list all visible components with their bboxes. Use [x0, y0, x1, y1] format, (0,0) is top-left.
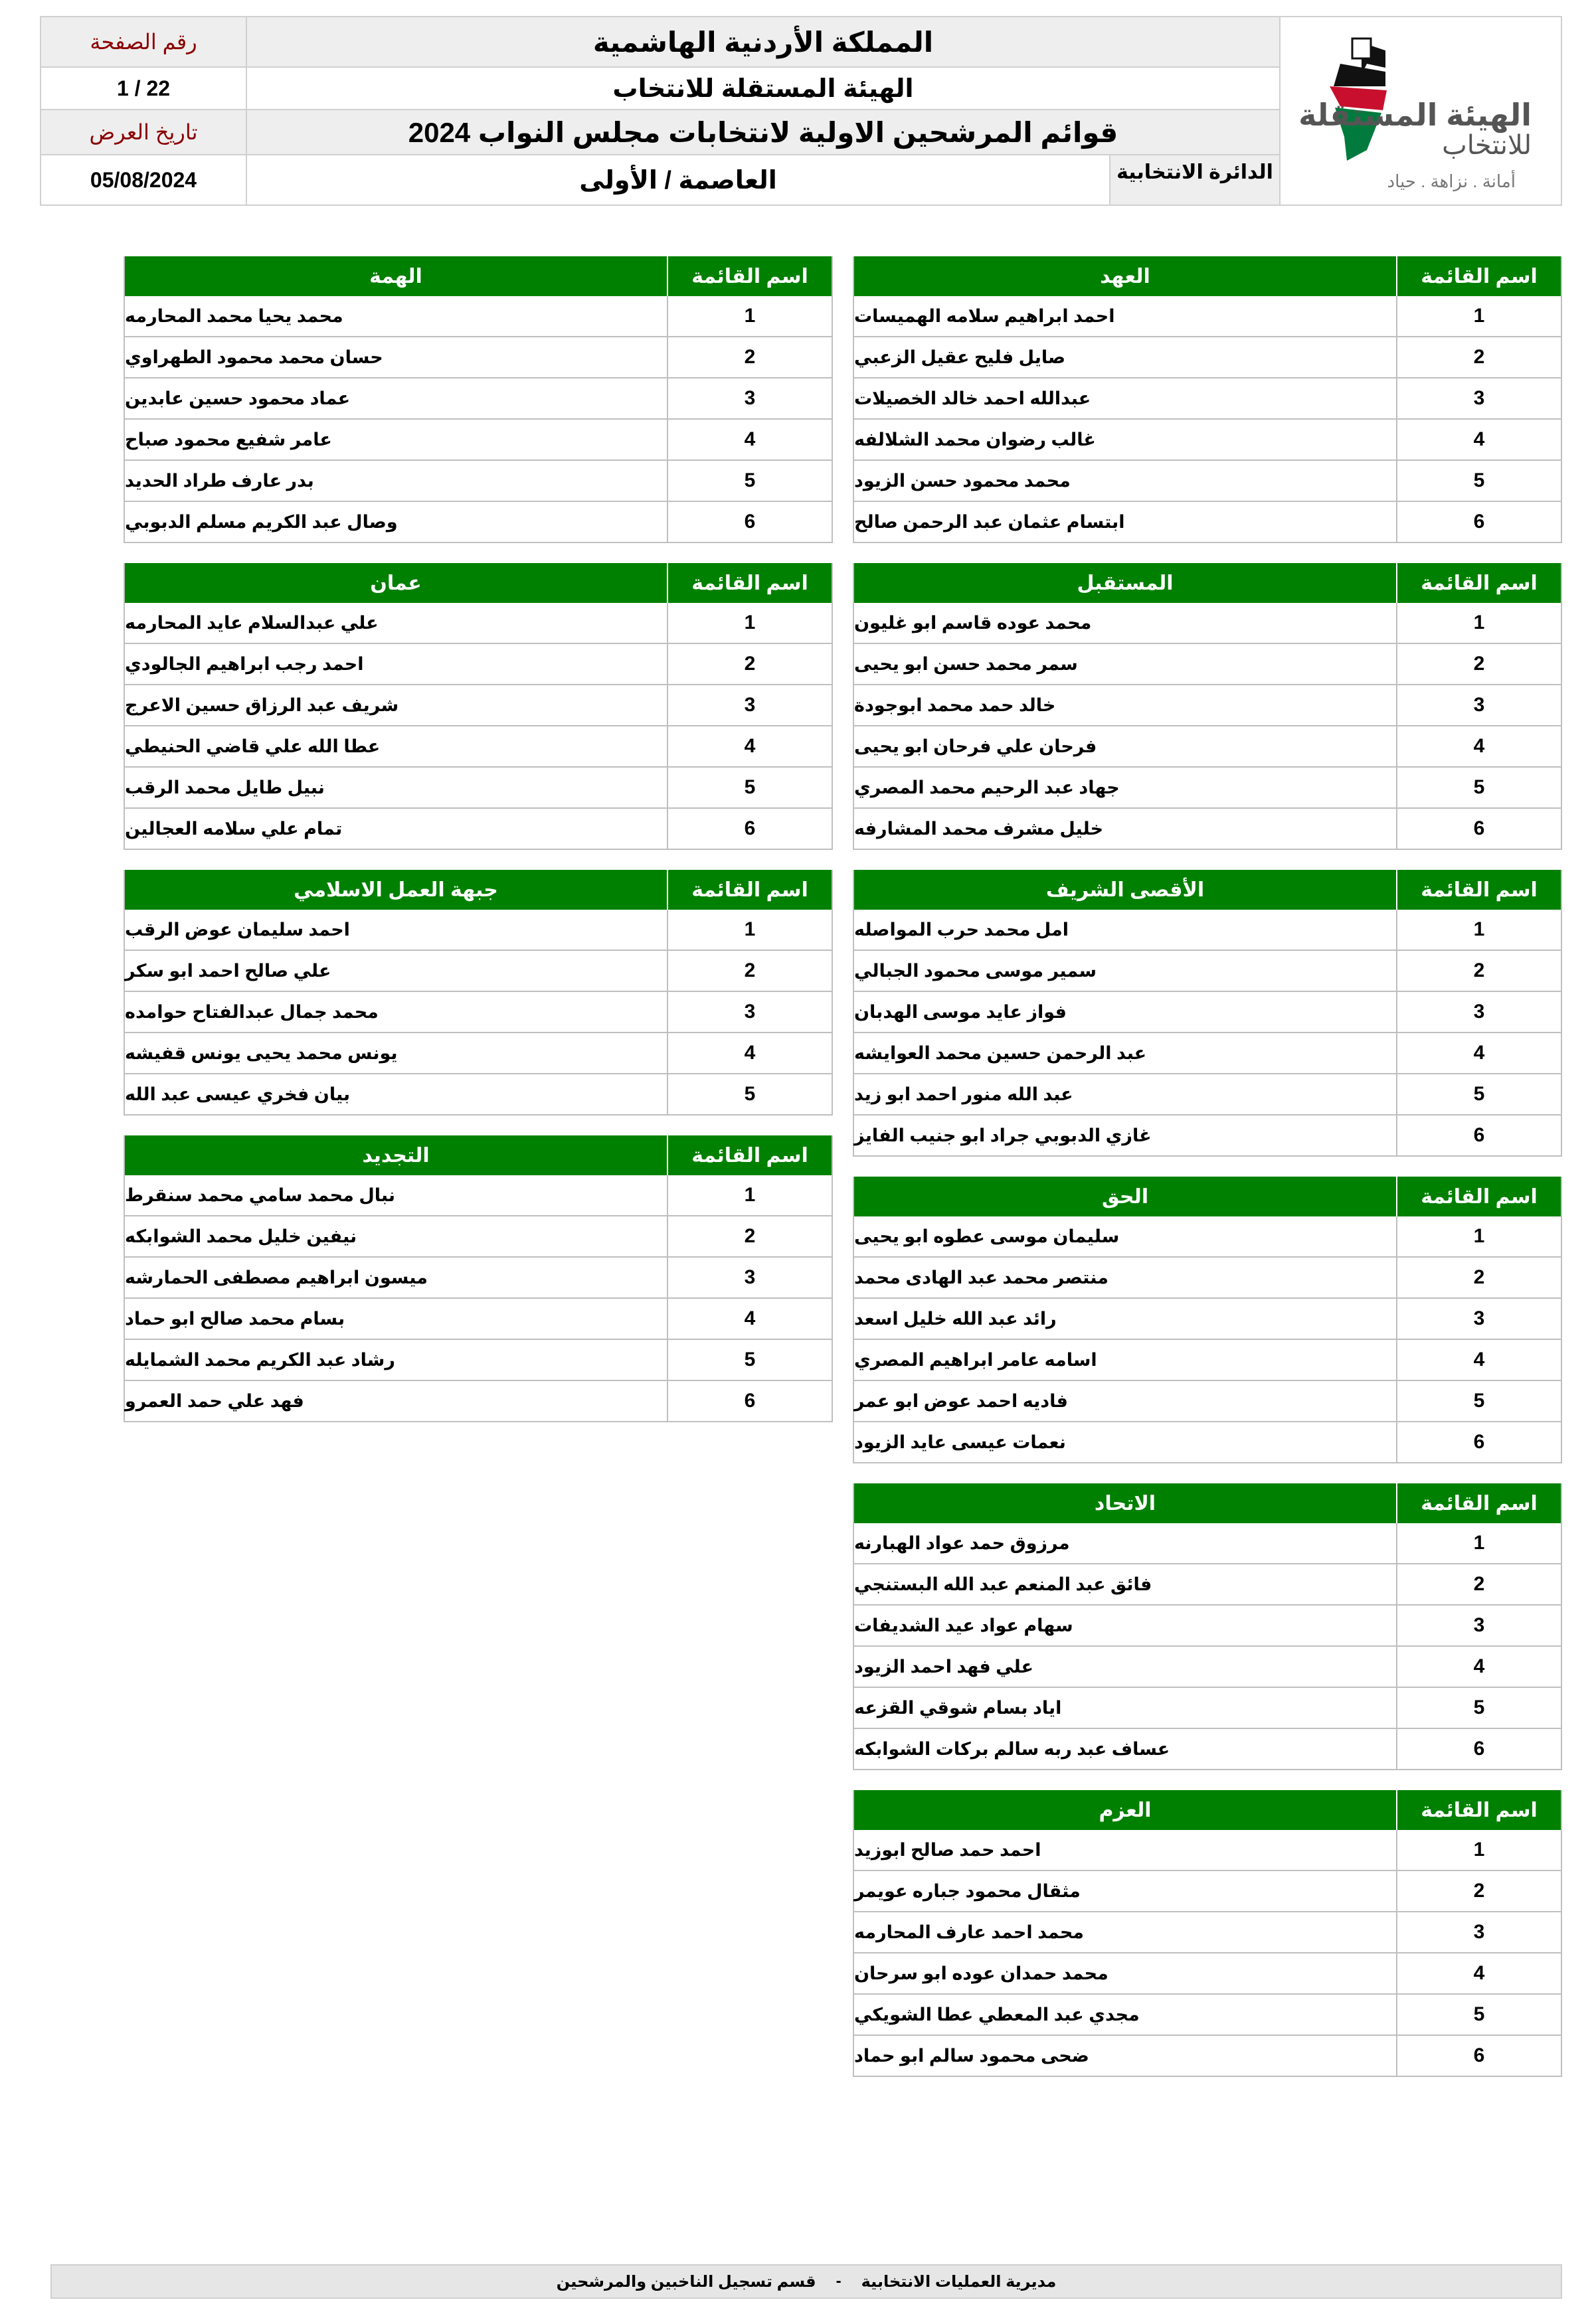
list-name: العزم: [854, 1790, 1397, 1830]
table-row: [125, 910, 832, 951]
candidate-number: 4: [744, 428, 756, 450]
table-row: [854, 1995, 1561, 2036]
list-header: [125, 563, 832, 603]
candidate-number: 3: [744, 1266, 756, 1288]
country-title: المملكة الأردنية الهاشمية: [247, 17, 1281, 68]
candidate-number: 4: [1473, 1042, 1485, 1064]
list-name: الحق: [854, 1177, 1397, 1216]
candidate-name: محمد احمد عارف المحارمه: [854, 1912, 1397, 1952]
list-name: التجديد: [125, 1135, 668, 1175]
candidate-number: 3: [744, 387, 756, 409]
table-row: [854, 1116, 1561, 1157]
candidate-number: 1: [744, 305, 756, 327]
table-row: [854, 2036, 1561, 2077]
candidate-name: نعمات عيسى عايد الزيود: [854, 1422, 1397, 1462]
candidate-name: بيان فخري عيسى عبد الله: [125, 1074, 668, 1114]
candidate-number: 2: [744, 959, 756, 981]
logo-motto: أمانة . نزاهة . حياد: [1387, 171, 1516, 191]
logo-line1: الهيئة المستقلة: [1298, 98, 1532, 132]
list-name: الاتحاد: [854, 1483, 1397, 1523]
candidate-name: محمد يحيا محمد المحارمه: [125, 296, 668, 336]
candidate-number: 2: [744, 346, 756, 368]
list-header: [854, 256, 1561, 296]
candidate-name: صايل فليح عقيل الزعبي: [854, 337, 1397, 377]
table-row: [125, 378, 832, 420]
list-header: [854, 1790, 1561, 1830]
candidate-number: 2: [1473, 1573, 1485, 1595]
candidate-number: 3: [1473, 1307, 1485, 1329]
candidate-number: 1: [1473, 305, 1485, 327]
candidate-name: منتصر محمد عبد الهادى محمد: [854, 1258, 1397, 1297]
candidate-list: [853, 563, 1562, 850]
table-row: [125, 992, 832, 1033]
page-footer: [50, 2264, 1562, 2299]
table-row: [854, 1830, 1561, 1871]
candidate-name: فهد علي حمد العمرو: [125, 1381, 668, 1421]
list-name-label: اسم القائمة: [691, 265, 808, 288]
table-row: [854, 1422, 1561, 1463]
candidate-list: [853, 1483, 1562, 1770]
table-row: [854, 420, 1561, 461]
candidate-number: 4: [1473, 1962, 1485, 1984]
list-name-label: اسم القائمة: [691, 1144, 808, 1167]
candidate-number: 5: [1473, 1697, 1485, 1718]
candidate-name: حسان محمد محمود الطهراوي: [125, 337, 668, 377]
candidate-number: 1: [744, 612, 756, 633]
table-row: [125, 809, 832, 850]
candidate-name: يونس محمد يحيى يونس قفيشه: [125, 1033, 668, 1073]
table-row: [854, 1606, 1561, 1647]
candidate-name: جهاد عبد الرحيم محمد المصري: [854, 768, 1397, 807]
candidate-name: احمد رجب ابراهيم الجالودي: [125, 644, 668, 684]
table-row: [854, 685, 1561, 726]
candidate-number: 6: [1473, 511, 1485, 533]
table-row: [854, 1523, 1561, 1564]
candidate-name: محمد عوده قاسم ابو غليون: [854, 603, 1397, 643]
candidate-name: عبدالله احمد خالد الخصيلات: [854, 378, 1397, 418]
candidate-name: عماد محمود حسين عابدين: [125, 378, 668, 418]
candidate-name: سمر محمد حسن ابو يحيى: [854, 644, 1397, 684]
table-row: [125, 420, 832, 461]
candidate-name: عبد الله منور احمد ابو زيد: [854, 1074, 1397, 1114]
candidate-number: 4: [744, 1307, 756, 1329]
table-row: [125, 296, 832, 337]
candidate-name: احمد حمد صالح ابوزيد: [854, 1830, 1397, 1870]
candidate-list: [124, 1135, 833, 1422]
page-header: [40, 16, 1562, 206]
display-date-label: تاريخ العرض: [41, 110, 247, 155]
list-header: [854, 563, 1561, 603]
candidate-name: علي صالح احمد ابو سكر: [125, 951, 668, 991]
candidate-list: [853, 870, 1562, 1157]
candidate-name: بسام محمد صالح ابو حماد: [125, 1299, 668, 1339]
table-row: [854, 1871, 1561, 1912]
candidate-name: فاديه احمد عوض ابو عمر: [854, 1381, 1397, 1421]
table-row: [125, 726, 832, 768]
candidate-name: نبال محمد سامي محمد سنقرط: [125, 1175, 668, 1215]
candidate-name: عساف عبد ربه سالم بركات الشوابكه: [854, 1729, 1397, 1769]
list-name: العهد: [854, 256, 1397, 296]
candidate-name: سهام عواد عيد الشديفات: [854, 1606, 1397, 1645]
candidate-number: 3: [1473, 387, 1485, 409]
table-row: [125, 502, 832, 543]
table-row: [854, 461, 1561, 502]
candidate-number: 2: [1473, 959, 1485, 981]
candidate-name: فواز عايد موسى الهدبان: [854, 992, 1397, 1032]
list-name-label: اسم القائمة: [1421, 878, 1538, 901]
page-number-label: رقم الصفحة: [41, 17, 247, 68]
table-row: [854, 378, 1561, 420]
page-number-value: 1 / 22: [41, 68, 247, 110]
table-row: [854, 910, 1561, 951]
candidate-list: [124, 256, 833, 543]
footer-directorate: مديرية العمليات الانتخابية: [861, 2272, 1057, 2291]
candidate-name: عطا الله علي قاضي الحنيطي: [125, 726, 668, 766]
list-name: جبهة العمل الاسلامي: [125, 870, 668, 910]
candidate-name: غازي الدبوبي جراد ابو جنيب الفايز: [854, 1116, 1397, 1155]
candidate-number: 4: [1473, 1349, 1485, 1370]
candidate-number: 5: [744, 1083, 756, 1105]
candidate-number: 3: [1473, 694, 1485, 716]
table-row: [125, 1340, 832, 1381]
table-row: [854, 1258, 1561, 1299]
candidate-number: 1: [1473, 1532, 1485, 1554]
candidate-name: رشاد عبد الكريم محمد الشمايله: [125, 1340, 668, 1380]
table-row: [854, 1953, 1561, 1995]
table-row: [854, 992, 1561, 1033]
candidate-name: مرزوق حمد عواد الهبارنه: [854, 1523, 1397, 1563]
candidate-name: نيفين خليل محمد الشوابكه: [125, 1216, 668, 1256]
candidate-name: نبيل طايل محمد الرقب: [125, 768, 668, 807]
list-name: المستقبل: [854, 563, 1397, 603]
list-header: [854, 1483, 1561, 1523]
candidate-number: 5: [1473, 776, 1485, 798]
candidate-number: 3: [744, 694, 756, 716]
candidate-name: عامر شفيع محمود صباح: [125, 420, 668, 459]
candidate-number: 6: [1473, 2044, 1485, 2066]
candidate-name: علي فهد احمد الزيود: [854, 1647, 1397, 1687]
candidate-number: 2: [1473, 1266, 1485, 1288]
list-name-label: اسم القائمة: [691, 572, 808, 594]
table-row: [125, 1381, 832, 1422]
table-row: [854, 809, 1561, 850]
table-row: [125, 1033, 832, 1074]
list-header: [125, 1135, 832, 1175]
table-row: [125, 337, 832, 378]
candidate-name: علي عبدالسلام عايد المحارمه: [125, 603, 668, 643]
candidate-number: 4: [744, 1042, 756, 1064]
table-row: [854, 502, 1561, 543]
table-row: [854, 1729, 1561, 1770]
candidate-number: 2: [1473, 653, 1485, 675]
candidate-name: محمد محمود حسن الزيود: [854, 461, 1397, 501]
list-header: [854, 1177, 1561, 1216]
candidate-name: مثقال محمود جباره عويمر: [854, 1871, 1397, 1911]
logo-line2: للانتخاب: [1442, 131, 1532, 160]
candidate-number: 1: [744, 1184, 756, 1206]
candidate-name: احمد سليمان عوض الرقب: [125, 910, 668, 950]
table-row: [854, 1299, 1561, 1340]
candidate-name: محمد حمدان عوده ابو سرحان: [854, 1953, 1397, 1993]
table-row: [125, 1175, 832, 1216]
candidate-number: 2: [1473, 1880, 1485, 1902]
display-date-value: 05/08/2024: [41, 155, 247, 205]
table-row: [854, 1074, 1561, 1116]
district-label: الدائرة الانتخابية: [1110, 155, 1281, 205]
table-row: [854, 1381, 1561, 1422]
candidate-number: 2: [744, 1225, 756, 1247]
candidate-number: 5: [744, 1349, 756, 1370]
candidate-name: غالب رضوان محمد الشلالفه: [854, 420, 1397, 459]
candidate-name: عبد الرحمن حسين محمد العوايشه: [854, 1033, 1397, 1073]
candidate-number: 6: [1473, 1124, 1485, 1146]
candidate-number: 6: [744, 1390, 756, 1412]
candidate-name: بدر عارف طراد الحديد: [125, 461, 668, 501]
candidate-list: [853, 1177, 1562, 1463]
list-name-label: اسم القائمة: [1421, 1492, 1538, 1515]
candidate-list: [124, 563, 833, 850]
candidate-number: 6: [744, 511, 756, 533]
list-name-label: اسم القائمة: [1421, 1799, 1538, 1821]
table-row: [854, 1647, 1561, 1688]
candidate-name: ابتسام عثمان عبد الرحمن صالح: [854, 502, 1397, 542]
table-row: [854, 1340, 1561, 1381]
table-row: [125, 1299, 832, 1340]
list-name-label: اسم القائمة: [1421, 572, 1538, 594]
authority-title: الهيئة المستقلة للانتخاب: [247, 68, 1281, 110]
candidate-name: شريف عبد الرزاق حسين الاعرج: [125, 685, 668, 725]
candidate-name: فائق عبد المنعم عبد الله البستنجي: [854, 1564, 1397, 1604]
candidate-number: 3: [1473, 1614, 1485, 1636]
candidate-number: 1: [1473, 918, 1485, 940]
table-row: [854, 1564, 1561, 1606]
list-name: الأقصى الشريف: [854, 870, 1397, 910]
candidate-name: خليل مشرف محمد المشارفه: [854, 809, 1397, 849]
candidate-number: 5: [1473, 469, 1485, 491]
candidate-number: 1: [1473, 1839, 1485, 1861]
table-row: [854, 1033, 1561, 1074]
candidate-name: مجدي عبد المعطي عطا الشويكي: [854, 1995, 1397, 2034]
candidate-name: سمير موسى محمود الجبالي: [854, 951, 1397, 991]
candidate-number: 5: [1473, 1083, 1485, 1105]
table-row: [854, 768, 1561, 809]
candidate-name: رائد عبد الله خليل اسعد: [854, 1299, 1397, 1339]
list-name-label: اسم القائمة: [691, 878, 808, 901]
candidate-number: 1: [1473, 612, 1485, 633]
list-header: [125, 256, 832, 296]
list-name-label: اسم القائمة: [1421, 265, 1538, 288]
candidate-number: 4: [1473, 428, 1485, 450]
table-row: [125, 461, 832, 502]
candidate-number: 2: [1473, 346, 1485, 368]
candidate-number: 4: [744, 735, 756, 757]
table-row: [125, 1216, 832, 1258]
candidate-list: [124, 870, 833, 1116]
table-row: [854, 337, 1561, 378]
list-header: [854, 870, 1561, 910]
candidate-number: 1: [744, 918, 756, 940]
table-row: [125, 1074, 832, 1116]
table-row: [854, 951, 1561, 992]
list-name: عمان: [125, 563, 668, 603]
candidate-name: احمد ابراهيم سلامه الهميسات: [854, 296, 1397, 336]
district-value: العاصمة / الأولى: [247, 155, 1110, 205]
candidate-name: ميسون ابراهيم مصطفى الحمارشه: [125, 1258, 668, 1297]
candidate-name: اسامه عامر ابراهيم المصري: [854, 1340, 1397, 1380]
candidate-name: اياد بسام شوقي القزعه: [854, 1688, 1397, 1728]
table-row: [854, 296, 1561, 337]
candidate-number: 3: [1473, 1921, 1485, 1943]
table-row: [854, 603, 1561, 644]
candidate-name: تمام علي سلامه العجالين: [125, 809, 668, 849]
document-title: قوائم المرشحين الاولية لانتخابات مجلس النواب 2024: [247, 110, 1281, 155]
table-row: [125, 685, 832, 726]
candidate-number: 6: [1473, 817, 1485, 839]
candidate-number: 5: [1473, 1390, 1485, 1412]
candidate-number: 2: [744, 653, 756, 675]
table-row: [854, 1216, 1561, 1258]
candidate-list: [853, 256, 1562, 543]
candidate-number: 5: [1473, 2003, 1485, 2025]
candidate-number: 5: [744, 469, 756, 491]
candidate-number: 3: [744, 1001, 756, 1023]
list-header: [125, 870, 832, 910]
candidate-name: خالد حمد محمد ابوجودة: [854, 685, 1397, 725]
candidate-name: فرحان علي فرحان ابو يحيى: [854, 726, 1397, 766]
candidate-number: 4: [1473, 1655, 1485, 1677]
candidate-name: وصال عبد الكريم مسلم الدبوبي: [125, 502, 668, 542]
candidate-name: ضحى محمود سالم ابو حماد: [854, 2036, 1397, 2076]
candidate-number: 6: [744, 817, 756, 839]
footer-separator: -: [836, 2272, 841, 2290]
candidate-number: 1: [1473, 1225, 1485, 1247]
candidate-number: 5: [744, 776, 756, 798]
table-row: [125, 603, 832, 644]
list-name: الهمة: [125, 256, 668, 296]
footer-section: قسم تسجيل الناخبين والمرشحين: [556, 2272, 816, 2291]
candidate-name: امل محمد حرب المواصله: [854, 910, 1397, 950]
candidate-number: 4: [1473, 735, 1485, 757]
table-row: [125, 1258, 832, 1299]
candidate-number: 3: [1473, 1001, 1485, 1023]
list-name-label: اسم القائمة: [1421, 1185, 1538, 1208]
table-row: [125, 644, 832, 685]
candidate-name: سليمان موسى عطوه ابو يحيى: [854, 1216, 1397, 1256]
candidate-number: 6: [1473, 1431, 1485, 1453]
authority-logo: [1281, 17, 1562, 205]
table-row: [125, 951, 832, 992]
table-row: [854, 1688, 1561, 1729]
candidate-number: 6: [1473, 1738, 1485, 1760]
table-row: [854, 644, 1561, 685]
table-row: [125, 768, 832, 809]
candidate-name: محمد جمال عبدالفتاح حوامده: [125, 992, 668, 1032]
candidate-list: [853, 1790, 1562, 2077]
table-row: [854, 726, 1561, 768]
table-row: [854, 1912, 1561, 1953]
